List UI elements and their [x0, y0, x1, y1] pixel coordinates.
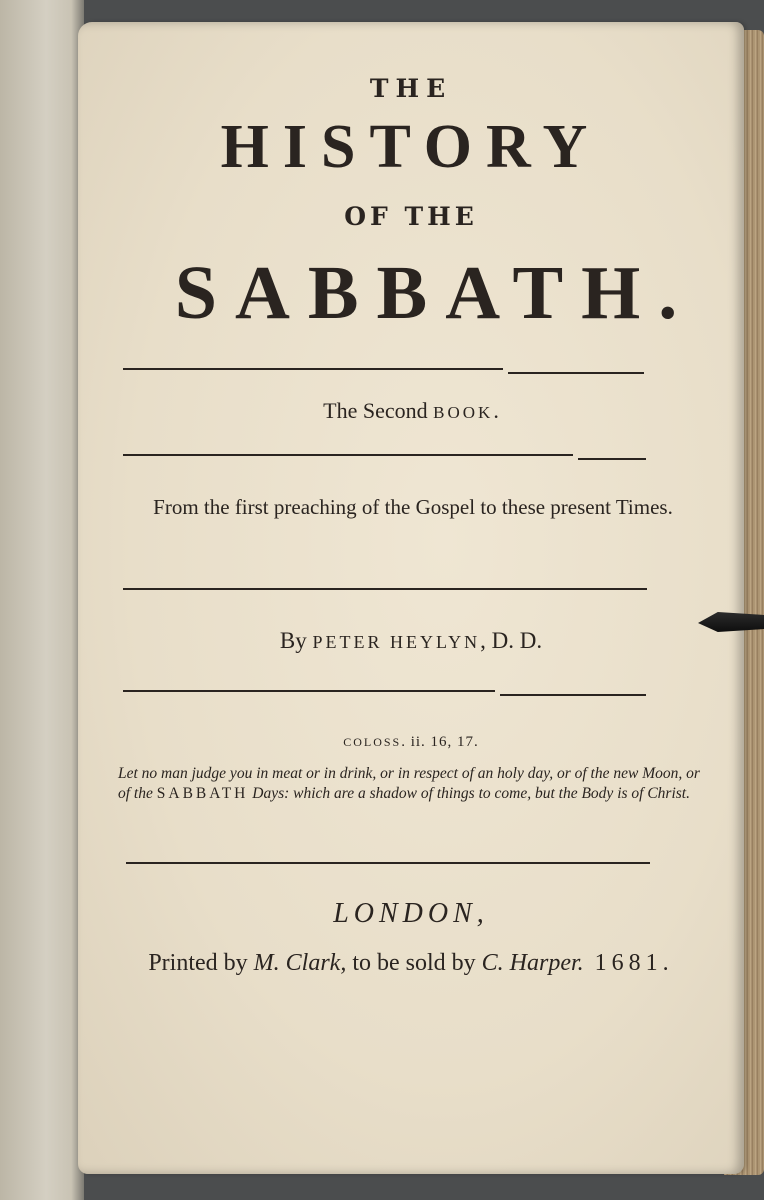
- title-page: [78, 22, 744, 1174]
- facing-page: [0, 0, 84, 1200]
- rule-4b: [500, 694, 646, 696]
- title-sabbath: SABBATH.: [174, 251, 696, 335]
- title-the: THE: [369, 74, 453, 103]
- scripture-verse: Let no man judge you in meat or in drink, or in respect of an holy day, or of the new Moon, or of the SABBATH Days: which are a shadow of things to come, but the Body is of Christ.: [118, 765, 700, 802]
- author-line: By PETER HEYLYN, D. D.: [279, 628, 543, 653]
- imprint-city: LONDON,: [333, 898, 489, 929]
- imprint-line: Printed by M. Clark, to be sold by C. Harper. 1681.: [148, 950, 674, 976]
- title-history: HISTORY: [220, 113, 602, 181]
- book-heading: The Second BOOK.: [323, 398, 499, 423]
- rule-5: [126, 862, 650, 864]
- rule-1a: [123, 368, 503, 370]
- rule-4a: [123, 690, 495, 692]
- subtitle: From the first preaching of the Gospel to these present Times.: [153, 495, 673, 519]
- title-of-the: OF THE: [344, 202, 478, 231]
- rule-3: [123, 588, 647, 590]
- rule-1b: [508, 372, 644, 374]
- rule-2b: [578, 458, 646, 460]
- rule-2a: [123, 454, 573, 456]
- scripture-reference: COLOSS. ii. 16, 17.: [343, 734, 479, 750]
